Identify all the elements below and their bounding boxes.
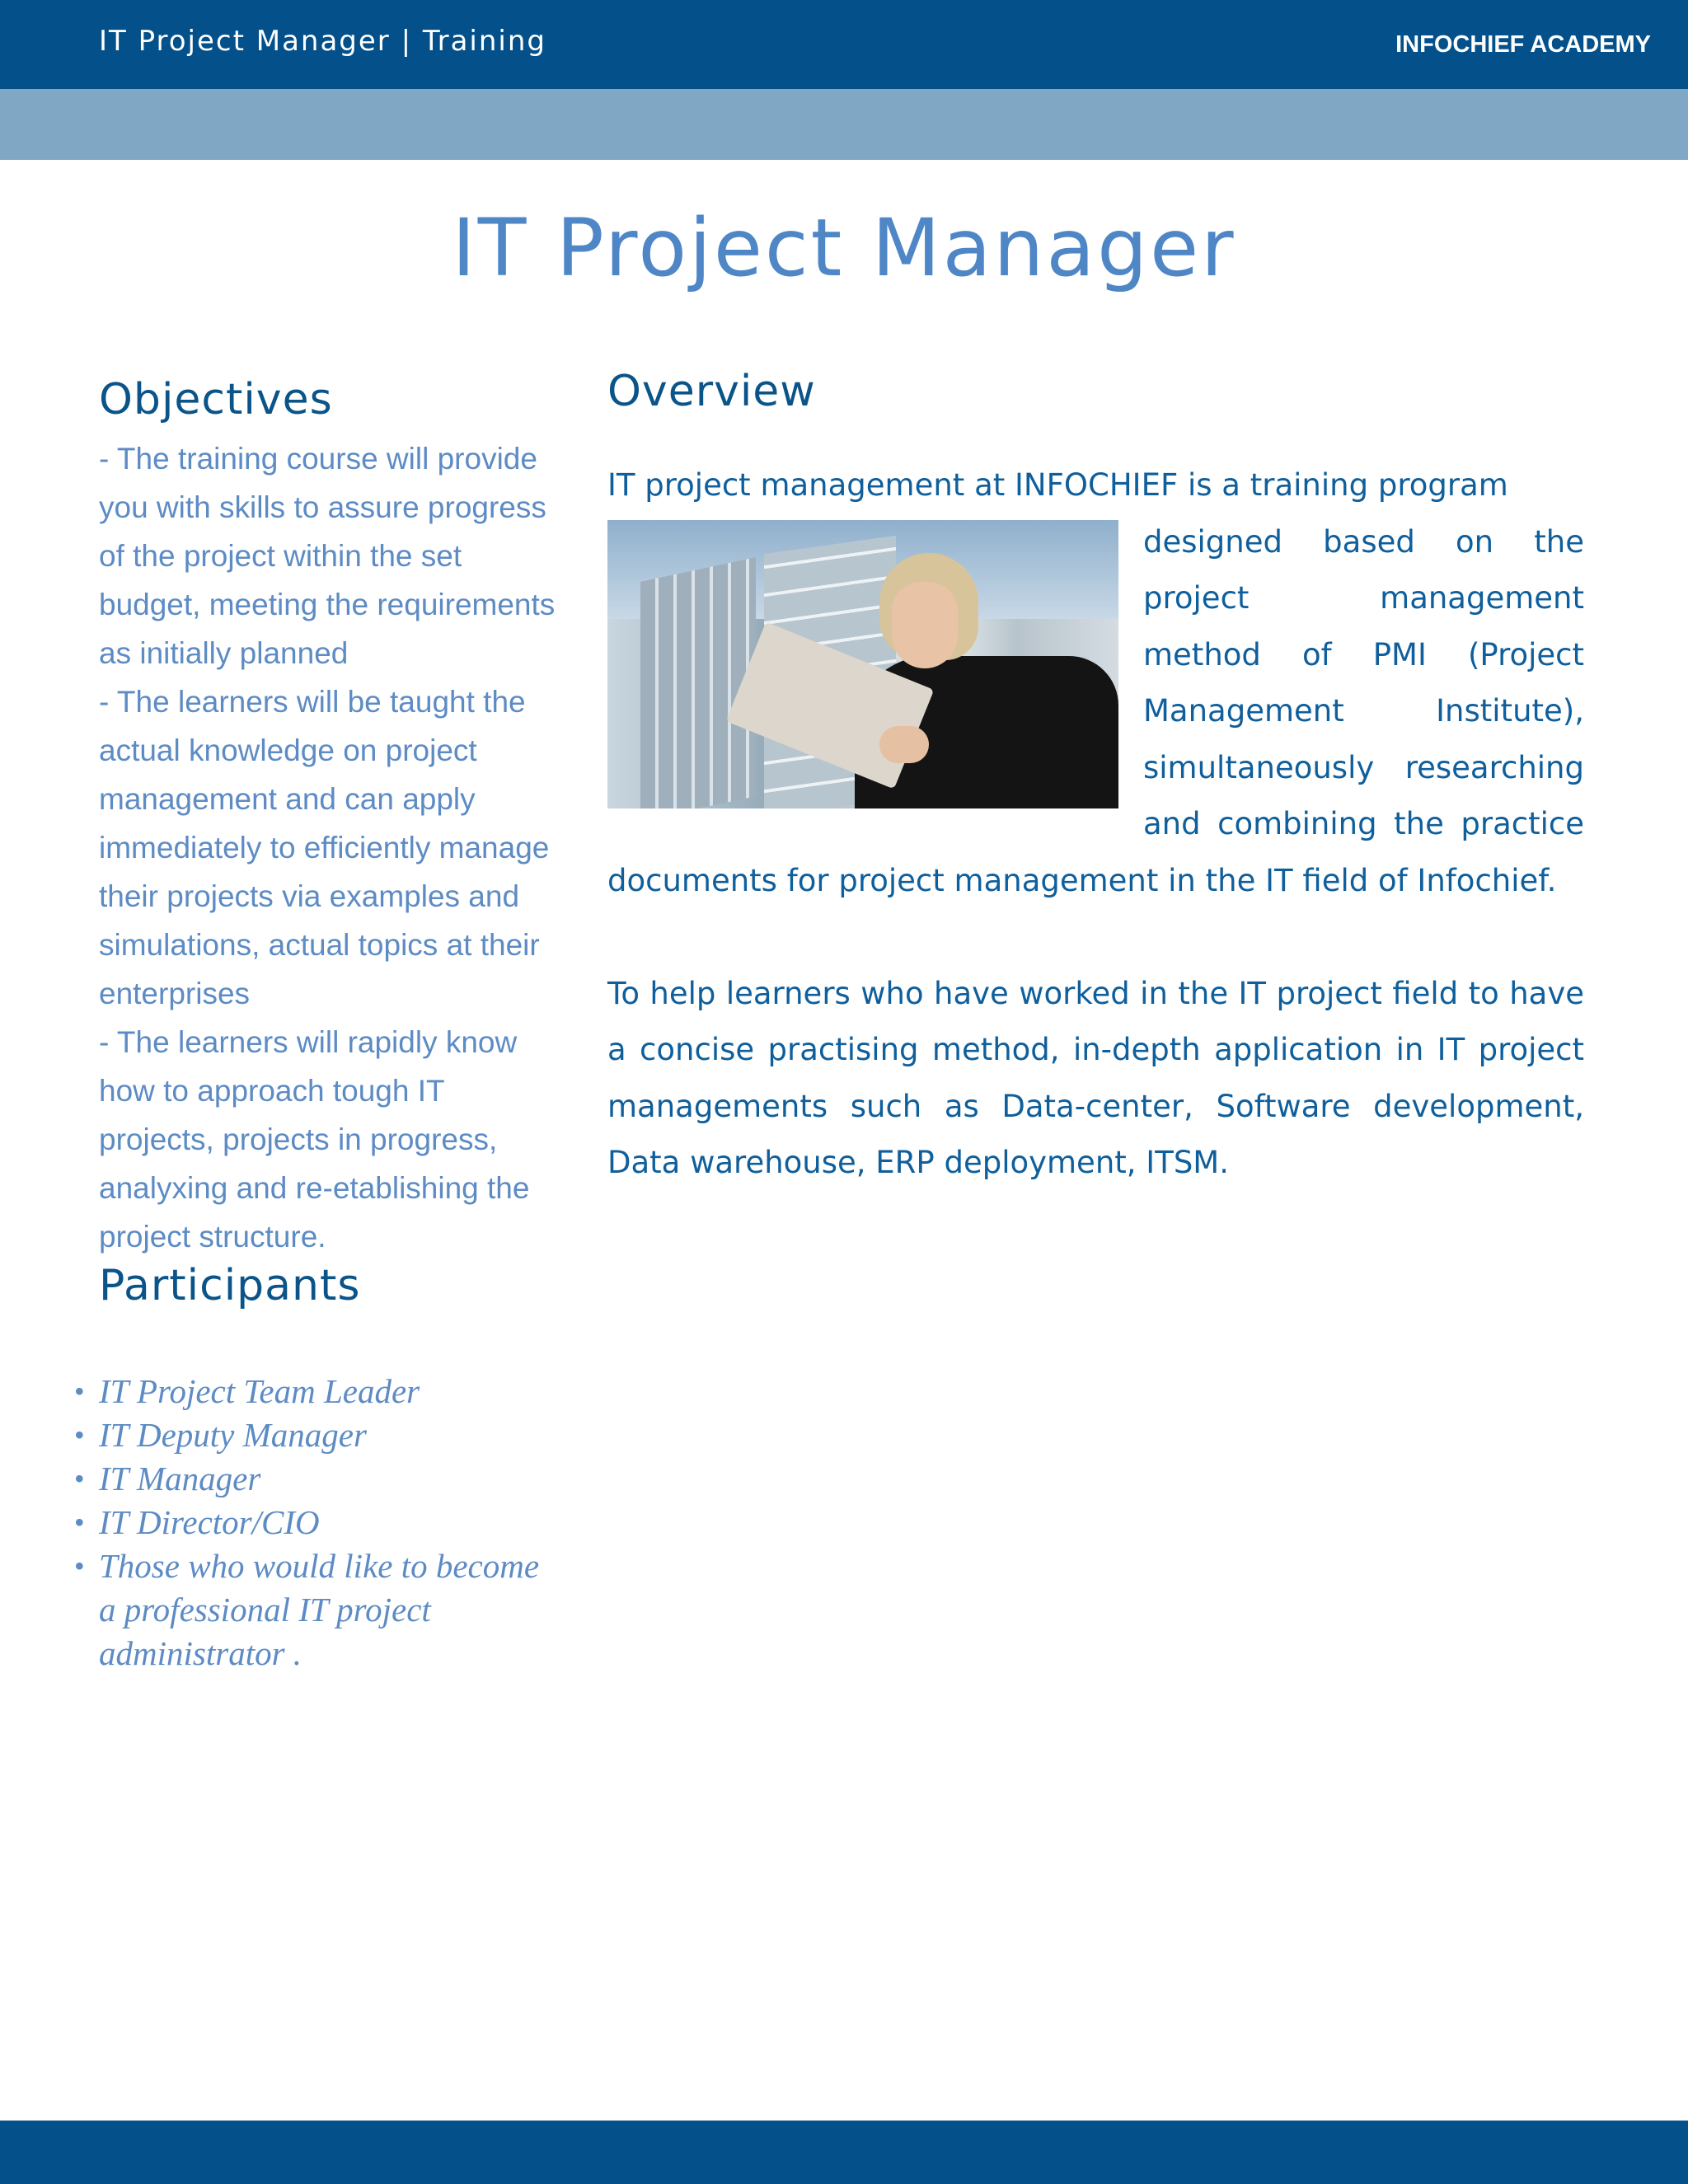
bullet-icon: • [74,1549,85,1582]
participant-label: IT Deputy Manager [99,1416,367,1454]
objectives-heading: Objectives [99,375,333,424]
participant-item [74,1501,560,1544]
participant-item [74,1544,560,1675]
participants-list [74,1370,560,1675]
participant-item [74,1370,560,1413]
participant-item [74,1457,560,1501]
businesswoman-photo [607,520,1118,808]
objectives-list [99,434,560,1261]
overview-body [607,457,1584,1192]
participant-label: IT Director/CIO [99,1503,320,1541]
header-accent-band [0,89,1688,160]
right-column [607,367,1584,1192]
objective-item: - The training course will provide you with skills to assure progress of the project within the set budget, meeting the requirements as initially planned [99,442,556,670]
overview-first-line: IT project management at INFOCHIEF is a training program [607,467,1508,503]
participant-label: Those who would like to become a professional IT project administrator . [99,1547,540,1672]
participant-label: IT Project Team Leader [99,1372,420,1410]
header-bar [0,0,1688,89]
participant-item [74,1413,560,1457]
footer-bar [0,2121,1688,2184]
page-title: IT Project Manager [452,202,1236,294]
bullet-icon: • [74,1375,85,1408]
bullet-icon: • [74,1418,85,1451]
participants-heading: Participants [99,1261,361,1310]
left-column [74,375,560,1675]
objective-item: - The learners will be taught the actual knowledge on project management and can apply immediately to efficiently manage their projects via examples and simulations, actual topics at their enterprises [99,685,550,1010]
header-course-label: IT Project Manager | Training [99,25,546,58]
overview-paragraph [607,457,1584,909]
header-brand: INFOCHIEF ACADEMY [1395,31,1651,58]
overview-heading: Overview [607,367,816,416]
bullet-icon: • [74,1506,85,1539]
participant-label: IT Manager [99,1460,261,1497]
overview-rest: designed based on the project management method of PMI (Project Management Institute), simultaneously researching and combining the practice documents for project management in the IT field of Infochief. [607,523,1584,898]
bullet-icon: • [74,1462,85,1495]
objective-item: - The learners will rapidly know how to approach tough IT projects, projects in progress, analyxing and re-etablishing the project structure. [99,1025,530,1254]
overview-paragraph: To help learners who have worked in the IT project field to have a concise practising method, in-depth application in IT project managements such as Data-center, Software development, Data warehouse, ERP deployment, ITSM. [607,975,1584,1180]
